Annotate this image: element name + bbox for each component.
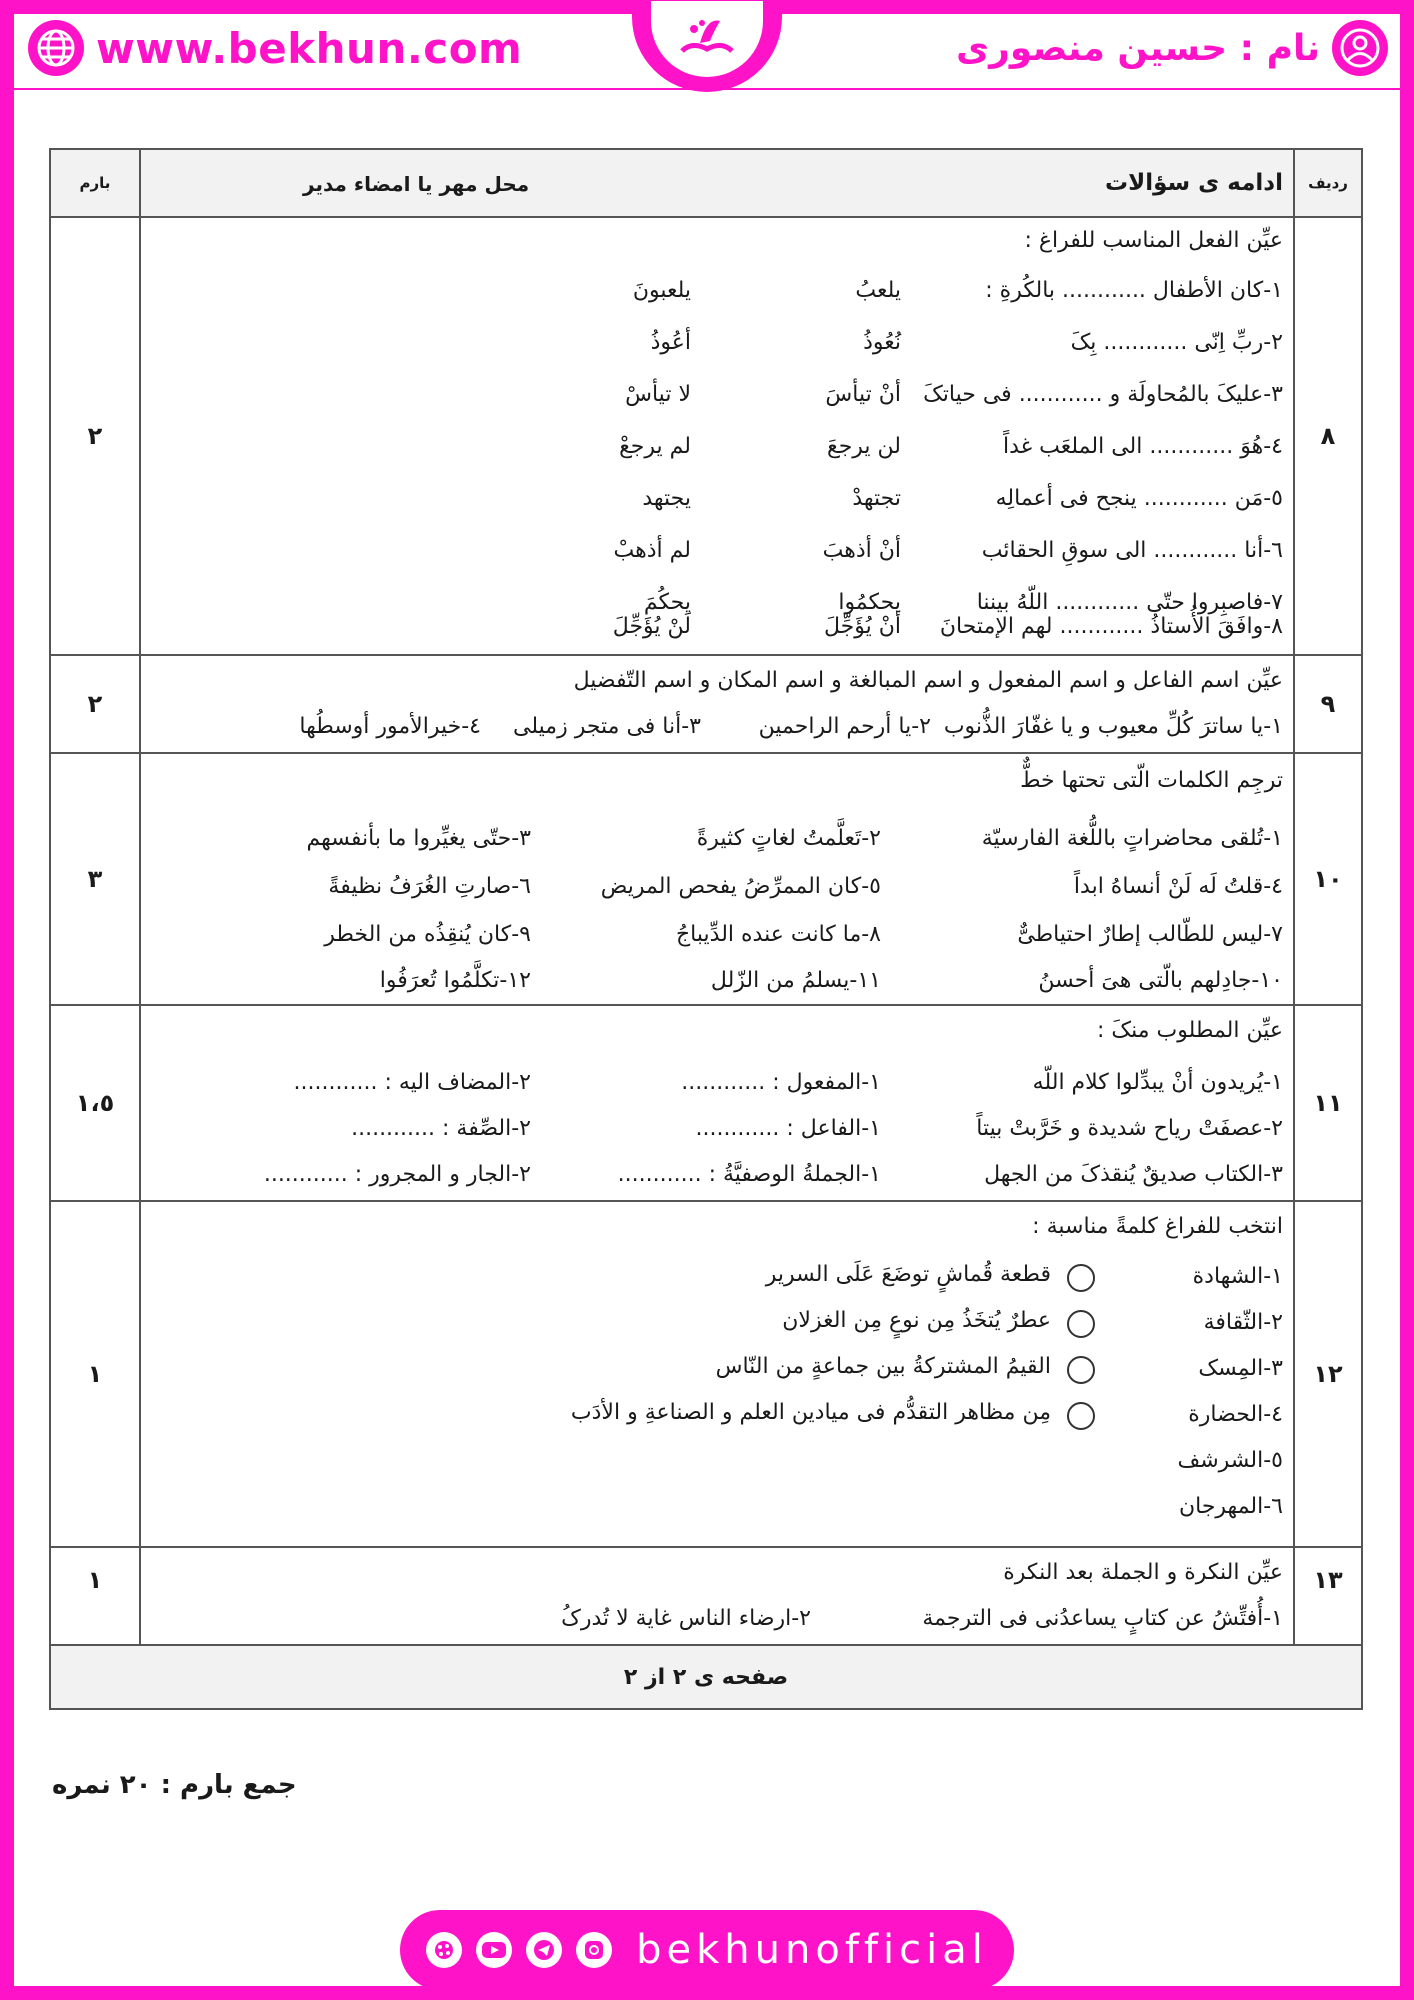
answer-radio[interactable]: [1067, 1402, 1095, 1430]
section-title: ادامه ی سؤالات: [1104, 170, 1283, 196]
aparat-icon[interactable]: [426, 1932, 462, 1968]
q8-option-a: تجتهدْ: [852, 486, 901, 511]
q10-item: ١٢-تکلَّمُوا تُعرَفُوا: [379, 968, 531, 993]
score-label-header: بارم: [51, 150, 141, 216]
q8-option-a: أنْ یُؤَجِّلَ: [823, 614, 901, 639]
answer-radio[interactable]: [1067, 1356, 1095, 1384]
question-prompt: ترجِم الکلمات الّتی تحتها خطٌّ: [1020, 768, 1283, 793]
question-number: ٩: [1293, 656, 1361, 752]
answer-radio[interactable]: [1067, 1310, 1095, 1338]
q9-item: ١-یا ساترَ کُلِّ معیوب و یا غفّارَ الذُّنوب: [943, 714, 1283, 739]
q12-word: ٤-الحضارة: [1188, 1402, 1283, 1427]
q11-blank-b: ٢-المضاف الیه : ............: [293, 1070, 531, 1095]
q8-option-b: یحکُمَ: [643, 590, 691, 615]
q10-item: ٥-کان الممرِّضُ یفحص المریض: [600, 874, 881, 899]
stamp-area-label: محل مهر یا امضاء مدیر: [303, 172, 530, 196]
q10-item: ٢-تَعلَّمتُ لغاتٍ کثیرةً: [696, 826, 881, 851]
question-11-row: [51, 1006, 1361, 1202]
social-bar: [400, 1910, 1014, 1990]
question-score: ١: [51, 1202, 141, 1546]
total-score: جمع بارم : ٢٠ نمره: [52, 1770, 297, 1800]
q8-stem: ٨-وافَقَ الأُستاذُ ............ لهم الإمتحانَ: [939, 614, 1283, 639]
q12-word: ٣-المِسک: [1198, 1356, 1283, 1381]
q13-item: ١-أُفتِّشُ عن کتابٍ یساعدُنی فی الترجمة: [922, 1606, 1283, 1631]
q8-option-a: یلعبُ: [855, 278, 901, 303]
q12-definition: القیمُ المشترکةُ بین جماعةٍ من النّاس: [715, 1354, 1051, 1379]
question-prompt: عیِّن الفعل المناسب للفراغ :: [1024, 228, 1283, 253]
q12-word: ٥-الشرشف: [1177, 1448, 1283, 1473]
q11-blank-a: ١-المفعول : ............: [681, 1070, 881, 1095]
q10-item: ١١-یسلمُ من الزّلل: [710, 968, 881, 993]
question-13-row: [51, 1548, 1361, 1646]
question-prompt: انتخب للفراغ کلمةً مناسبة :: [1032, 1214, 1283, 1239]
q8-stem: ٧-فاصبِروا حتّی ............ اللّهُ بیننا: [976, 590, 1283, 615]
question-score: ١،٥: [51, 1006, 141, 1200]
q8-option-a: یحکمُوا: [838, 590, 901, 615]
q11-blank-a: ١-الفاعل : ............: [695, 1116, 881, 1141]
q8-stem: ٣-علیکَ بالمُحاولَة و ............ فی حیاتکَ: [923, 382, 1283, 407]
student-name: [956, 18, 1388, 78]
q8-option-a: نُعُوذُ: [863, 330, 901, 355]
book-logo-icon: [651, 1, 763, 77]
q10-item: ٧-لیس للطّالب إطارٌ احتیاطیٌّ: [1017, 922, 1283, 947]
question-9-row: [51, 656, 1361, 754]
row-label-header: ردیف: [1293, 150, 1361, 216]
site-link[interactable]: [28, 18, 522, 78]
q10-item: ٣-حتّی یغیِّروا ما بأنفسهم: [306, 826, 531, 851]
q8-option-b: یجتهد: [642, 486, 691, 511]
question-score: ٢: [51, 656, 141, 752]
q8-option-b: لا تیأسْ: [625, 382, 691, 407]
q11-blank-b: ٢-الجار و المجرور : ............: [263, 1162, 531, 1187]
q12-word: ٦-المهرجان: [1178, 1494, 1283, 1519]
social-handle: bekhunofficial: [636, 1927, 988, 1973]
question-10-row: [51, 754, 1361, 1006]
question-prompt: عیِّن اسم الفاعل و اسم المفعول و اسم المبالغة و اسم المکان و اسم التّفضیل: [573, 668, 1283, 693]
q8-option-b: لَنْ یُؤَجِّلَ: [612, 614, 691, 639]
q10-item: ١٠-جادِلهم بالّتی هیَ أحسنُ: [1038, 968, 1283, 993]
question-number: ١٢: [1293, 1202, 1361, 1546]
exam-sheet: [49, 148, 1363, 1710]
q8-option-a: لن یرجعَ: [826, 434, 901, 459]
q12-definition: قطعة قُماشٍ توضَعَ عَلَی السریر: [765, 1262, 1051, 1287]
q8-option-b: یلعبونَ: [632, 278, 691, 303]
question-prompt: عیِّن المطلوب منکَ :: [1097, 1018, 1283, 1043]
q11-blank-b: ٢-الصِّفة : ............: [351, 1116, 531, 1141]
q8-stem: ٥-مَن ............ ینجح فی أعمالِه: [995, 486, 1283, 511]
q9-item: ٤-خیرالأمور أوسطُها: [299, 714, 481, 739]
q8-option-b: أعُوذُ: [650, 330, 691, 355]
question-number: ١١: [1293, 1006, 1361, 1200]
q9-item: ٣-أنا فی متجر زمیلی: [513, 714, 701, 739]
instagram-icon[interactable]: [576, 1932, 612, 1968]
q8-stem: ١-کان الأطفال ............ بالکُرةِ :: [985, 278, 1283, 303]
question-number: ١٠: [1293, 754, 1361, 1004]
q11-sentence: ٣-الکتاب صدیقٌ یُنقذکَ من الجهل: [984, 1162, 1283, 1187]
q10-item: ٩-کان یُنقِذُه من الخطر: [324, 922, 531, 947]
question-prompt: عیِّن النکرة و الجملة بعد النکرة: [1003, 1560, 1283, 1585]
site-url: www.bekhun.com: [96, 23, 523, 73]
q11-sentence: ١-یُریدون أنْ یبدِّلوا کلام اللّه: [1032, 1070, 1283, 1095]
question-score: ٣: [51, 754, 141, 1004]
user-icon: [1332, 20, 1388, 76]
question-score: ٢: [51, 218, 141, 654]
q13-item: ٢-ارضاء الناس غایة لا تُدرکُ: [561, 1606, 811, 1631]
page-number: صفحه ی ٢ از ٢: [623, 1664, 789, 1690]
table-header-row: [51, 150, 1361, 218]
q10-item: ٨-ما کانت عنده الدِّیباجُ: [675, 922, 881, 947]
q8-option-b: لم یرجعْ: [619, 434, 691, 459]
answer-radio[interactable]: [1067, 1264, 1095, 1292]
q8-option-b: لم أذهبْ: [613, 538, 691, 563]
globe-icon: [28, 20, 84, 76]
telegram-icon[interactable]: [526, 1932, 562, 1968]
q11-blank-a: ١-الجملةُ الوصفیَّةُ : ............: [617, 1162, 881, 1187]
q12-definition: عطرٌ یُتخَذُ مِن نوعٍ مِن الغزلان: [782, 1308, 1051, 1333]
q8-stem: ٢-ربِّ اِنّی ............ بِکَ: [1070, 330, 1283, 355]
youtube-icon[interactable]: [476, 1932, 512, 1968]
q10-item: ١-تُلقی محاضراتٍ باللُّغة الفارسیّة: [981, 826, 1283, 851]
q8-stem: ٦-أنا ............ الی سوقِ الحقائب: [981, 538, 1283, 563]
q11-sentence: ٢-عصفَتْ ریاح شدیدة و خَرَّبتْ بیتاً: [976, 1116, 1283, 1141]
q8-option-a: أنْ أذهبَ: [822, 538, 901, 563]
question-number: ١٣: [1293, 1548, 1361, 1644]
q12-word: ٢-الثّقافة: [1203, 1310, 1283, 1335]
question-number: ٨: [1293, 218, 1361, 654]
q8-option-a: أنْ تیأسَ: [825, 382, 901, 407]
question-12-row: [51, 1202, 1361, 1548]
q8-stem: ٤-هُوَ ............ الی الملعَب غداً: [1003, 434, 1283, 459]
q10-item: ٤-قلتُ لَه لَنْ أنساهُ ابداً: [1073, 874, 1283, 899]
q9-item: ٢-یا أرحم الراحمین: [758, 714, 931, 739]
question-score: ١: [51, 1548, 141, 1644]
page-number-row: [51, 1646, 1361, 1708]
q12-word: ١-الشهادة: [1192, 1264, 1283, 1289]
q10-item: ٦-صارتِ الغُرَفُ نظیفةً: [328, 874, 531, 899]
name-label: نام : حسین منصوری: [956, 27, 1320, 69]
q12-definition: مِن مظاهر التقدُّم فی میادین العلم و الصناعةِ و الأدَب: [570, 1400, 1051, 1425]
